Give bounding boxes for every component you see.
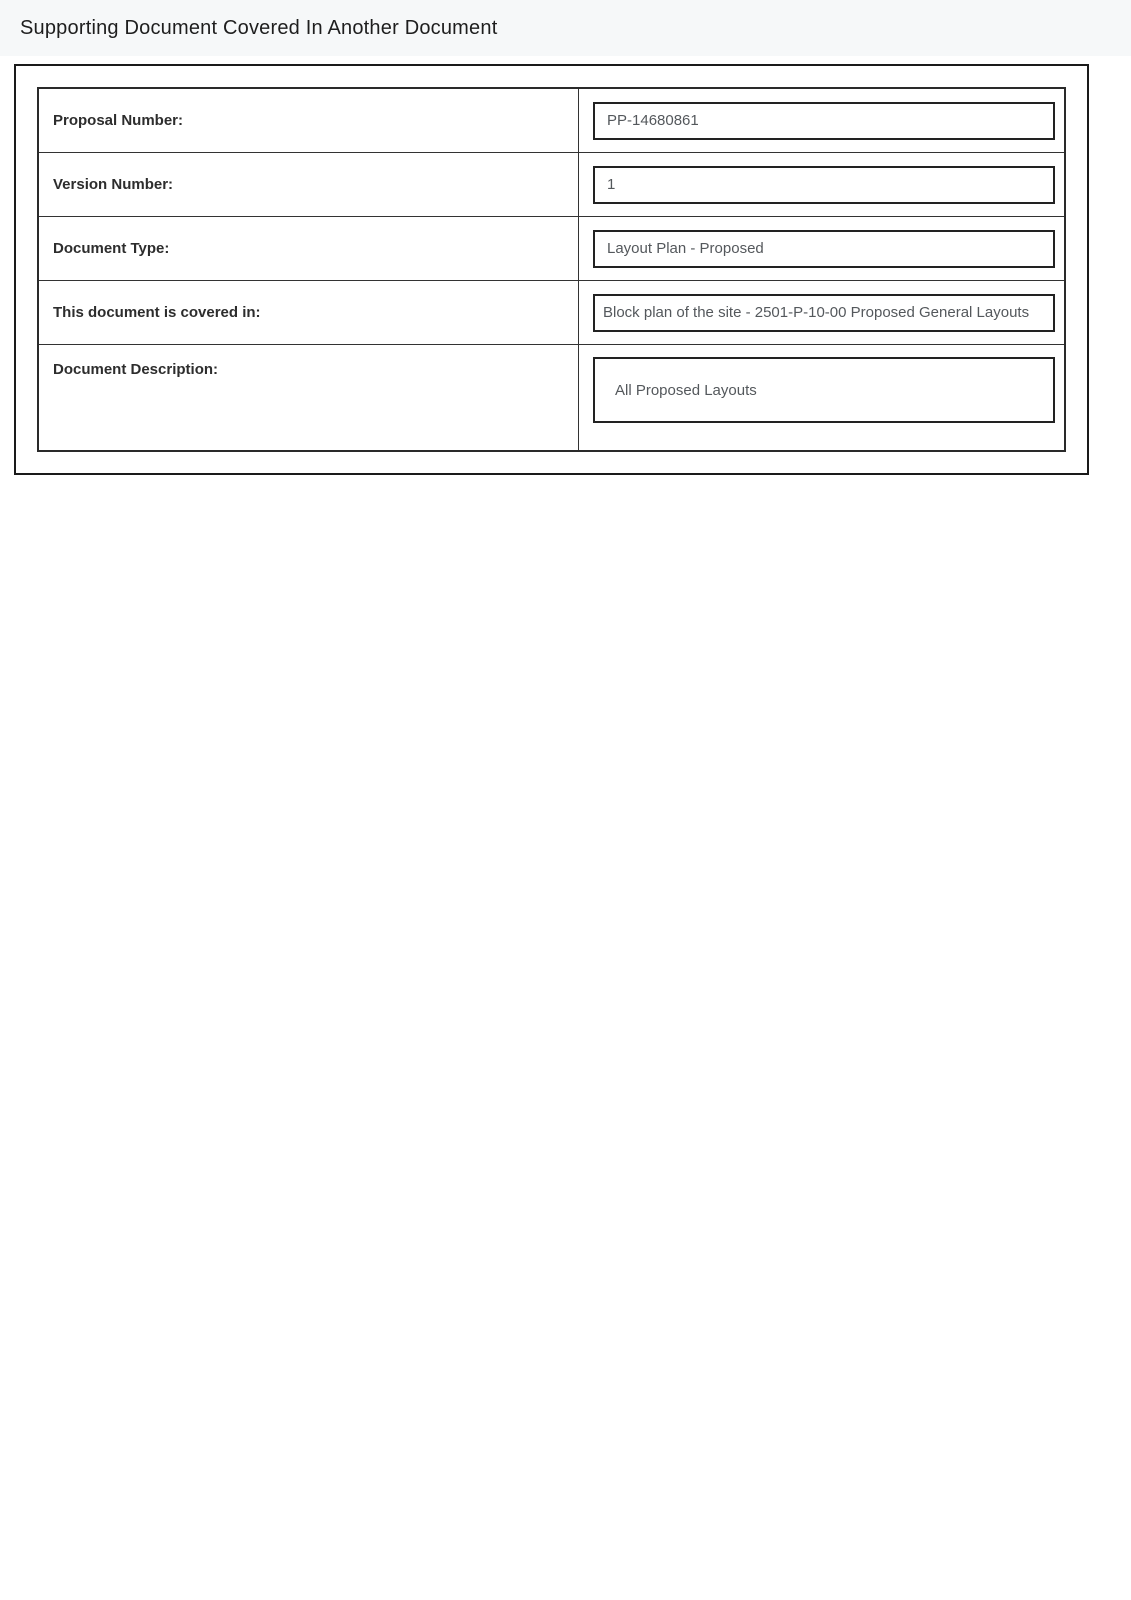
document-type-value-cell bbox=[579, 217, 1064, 280]
version-number-label: Version Number: bbox=[53, 176, 174, 193]
proposal-number-value-cell bbox=[579, 89, 1064, 152]
page-title: Supporting Document Covered In Another Document bbox=[20, 16, 498, 39]
document-type-label: Document Type: bbox=[53, 240, 170, 257]
covered-in-field[interactable]: Block plan of the site - 2501-P-10-00 Proposed General Layouts bbox=[593, 294, 1055, 332]
document-description-value-cell bbox=[579, 345, 1064, 450]
covered-in-value-cell bbox=[579, 281, 1064, 344]
form-row-version-number bbox=[39, 153, 1064, 217]
proposal-number-field[interactable]: PP-14680861 bbox=[593, 102, 1055, 140]
proposal-number-label: Proposal Number: bbox=[53, 112, 184, 129]
document-type-field[interactable]: Layout Plan - Proposed bbox=[593, 230, 1055, 268]
version-number-label-cell bbox=[39, 153, 579, 216]
document-outer-box bbox=[14, 64, 1089, 475]
document-description-label: Document Description: bbox=[53, 361, 219, 378]
version-number-field[interactable]: 1 bbox=[593, 166, 1055, 204]
proposal-number-label-cell bbox=[39, 89, 579, 152]
document-type-label-cell bbox=[39, 217, 579, 280]
version-number-value-cell bbox=[579, 153, 1064, 216]
form-row-covered-in bbox=[39, 281, 1064, 345]
document-description-field[interactable]: All Proposed Layouts bbox=[593, 357, 1055, 423]
document-description-label-cell bbox=[39, 345, 579, 450]
form-table bbox=[37, 87, 1066, 452]
form-row-document-description bbox=[39, 345, 1064, 450]
covered-in-label-cell bbox=[39, 281, 579, 344]
form-row-proposal-number bbox=[39, 89, 1064, 153]
form-row-document-type bbox=[39, 217, 1064, 281]
page-header bbox=[0, 0, 1131, 56]
covered-in-label: This document is covered in: bbox=[53, 304, 261, 321]
